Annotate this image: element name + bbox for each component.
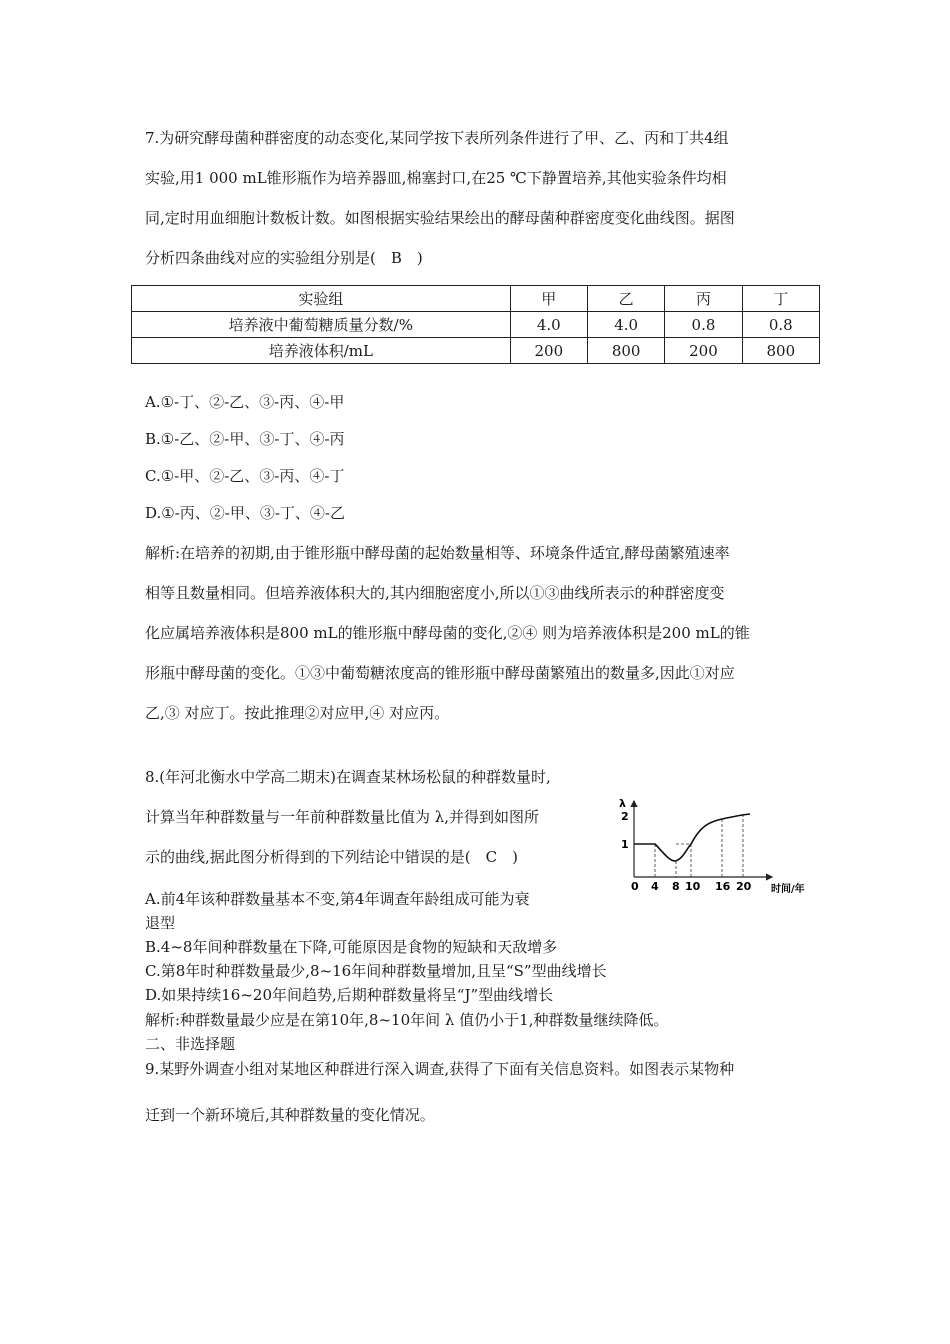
y-axis-label: λ (619, 797, 626, 810)
q7-analysis-line: 形瓶中酵母菌的变化。①③中葡萄糖浓度高的锥形瓶中酵母菌繁殖出的数量多,因此①对应 (145, 664, 735, 682)
q7-stem-line: 同,定时用血细胞计数板计数。如图根据实验结果绘出的酵母菌种群密度变化曲线图。据图 (145, 209, 735, 227)
x-axis-label: 时间/年 (771, 884, 805, 895)
table-cell: 4.0 (587, 312, 664, 338)
lambda-curve-graph (616, 795, 826, 895)
guide-lines (655, 814, 743, 877)
table-row (132, 312, 820, 338)
q8-stem-line: 计算当年种群数量与一年前种群数量比值为 λ,并得到如图所 (145, 808, 540, 826)
x-tick-label: 20 (736, 880, 752, 893)
q8-analysis: 解析:种群数量最少应是在第10年,8~10年间 λ 值仍小于1,种群数量继续降低。 (145, 1011, 669, 1029)
table-cell: 200 (510, 338, 587, 364)
q8-option-d: D.如果持续16~20年间趋势,后期种群数量将呈“J”型曲线增长 (145, 986, 554, 1004)
q7-analysis-line: 乙,③ 对应丁。按此推理②对应甲,④ 对应丙。 (145, 704, 450, 722)
table-header-cell: 乙 (587, 286, 664, 312)
table-header-cell: 丙 (665, 286, 742, 312)
table-cell: 0.8 (665, 312, 742, 338)
experiment-table (131, 285, 820, 364)
q8-option-b: B.4~8年间种群数量在下降,可能原因是食物的短缺和天敌增多 (145, 938, 558, 956)
x-tick-label: 0 (631, 880, 639, 893)
q7-stem-line: 分析四条曲线对应的实验组分别是( B ) (145, 249, 423, 267)
q7-stem-line: 7.为研究酵母菌种群密度的动态变化,某同学按下表所列条件进行了甲、乙、丙和丁共4组 (145, 129, 729, 147)
y-tick-label: 2 (621, 810, 629, 823)
q8-option-a-cont: 退型 (145, 914, 176, 932)
x-tick-label: 16 (715, 880, 731, 893)
q8-stem-line: 8.(年河北衡水中学高二期末)在调查某林场松鼠的种群数量时, (145, 768, 551, 786)
table-cell: 4.0 (510, 312, 587, 338)
table-cell: 培养液中葡萄糖质量分数/% (132, 312, 511, 338)
table-cell: 200 (665, 338, 742, 364)
table-cell: 800 (742, 338, 819, 364)
table-header-cell: 丁 (742, 286, 819, 312)
q8-stem-line: 示的曲线,据此图分析得到的下列结论中错误的是( C ) (145, 848, 518, 866)
q7-stem-line: 实验,用1 000 mL锥形瓶作为培养器皿,棉塞封口,在25 ℃下静置培养,其他实验条件均相 (145, 169, 727, 187)
q7-option-b: B.①-乙、②-甲、③-丁、④-丙 (145, 430, 345, 448)
table-row (132, 338, 820, 364)
q7-option-d: D.①-丙、②-甲、③-丁、④-乙 (145, 504, 345, 522)
q9-stem-line: 9.某野外调查小组对某地区种群进行深入调查,获得了下面有关信息资料。如图表示某物种 (145, 1060, 735, 1078)
q9-stem-line: 迁到一个新环境后,其种群数量的变化情况。 (145, 1106, 435, 1124)
x-tick-label: 10 (685, 880, 701, 893)
q7-analysis-line: 解析:在培养的初期,由于锥形瓶中酵母菌的起始数量相等、环境条件适宜,酵母菌繁殖速率 (145, 544, 730, 562)
q7-option-a: A.①-丁、②-乙、③-丙、④-甲 (145, 393, 345, 411)
y-tick-label: 1 (621, 838, 629, 851)
lambda-curve (634, 814, 750, 861)
q7-option-c: C.①-甲、②-乙、③-丙、④-丁 (145, 467, 345, 485)
table-header-cell: 实验组 (132, 286, 511, 312)
q7-analysis-line: 化应属培养液体积是800 mL的锥形瓶中酵母菌的变化,②④ 则为培养液体积是200 mL的锥 (145, 624, 750, 642)
q8-option-a: A.前4年该种群数量基本不变,第4年调查年龄组成可能为衰 (145, 890, 530, 908)
section-heading: 二、非选择题 (145, 1035, 236, 1053)
q8-option-c: C.第8年时种群数量最少,8~16年间种群数量增加,且呈“S”型曲线增长 (145, 962, 607, 980)
table-header-row (132, 286, 820, 312)
x-tick-label: 8 (672, 880, 680, 893)
table-cell: 培养液体积/mL (132, 338, 511, 364)
q7-analysis-line: 相等且数量相同。但培养液体积大的,其内细胞密度小,所以①③曲线所表示的种群密度变 (145, 584, 725, 602)
table-cell: 0.8 (742, 312, 819, 338)
table-header-cell: 甲 (510, 286, 587, 312)
x-tick-label: 4 (651, 880, 659, 893)
table-cell: 800 (587, 338, 664, 364)
